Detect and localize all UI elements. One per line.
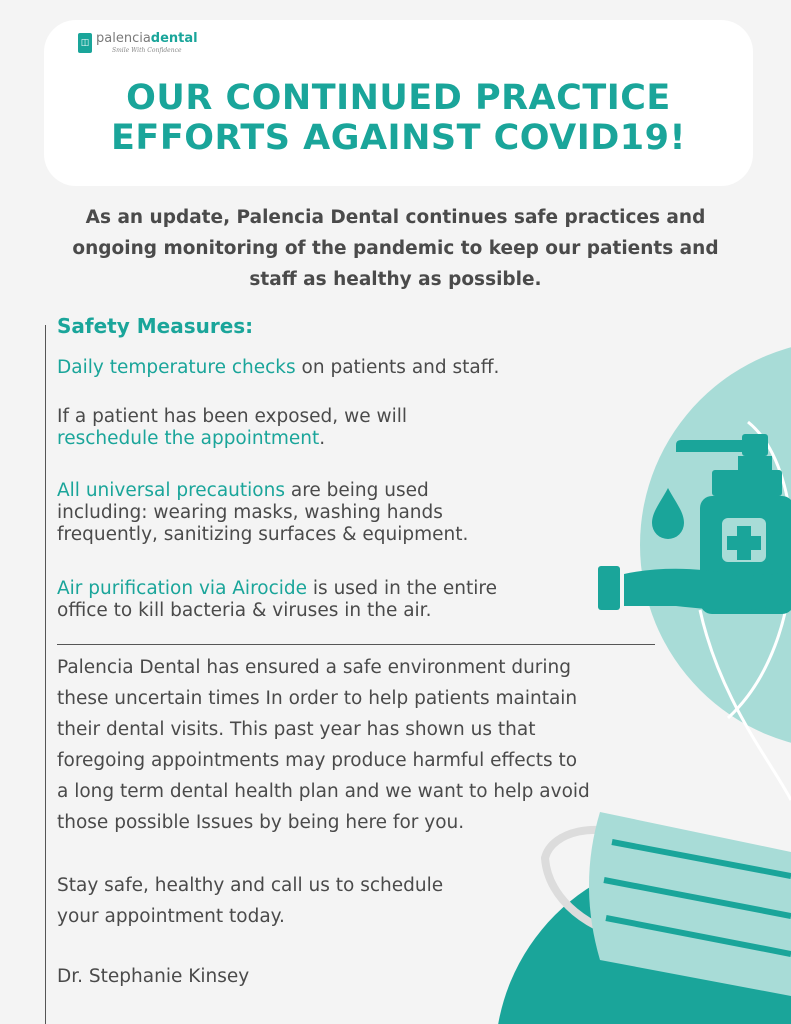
headline (44, 78, 753, 158)
vertical-divider (45, 325, 46, 1024)
body-line: foregoing appointments may produce harmful effects to (57, 750, 578, 771)
intro-text (30, 202, 761, 295)
measure-reschedule-line1: If a patient has been exposed, we will (57, 406, 408, 427)
measure-reschedule-line2 (57, 428, 407, 450)
measure-air-highlight: Air purification via Airocide (57, 578, 308, 599)
measure-reschedule-end: . (319, 428, 326, 449)
closing-paragraph (57, 870, 443, 932)
mask-background-circle (495, 855, 791, 1024)
intro-line2: ongoing monitoring of the pandemic to keep our patients and (72, 238, 719, 259)
logo-wordmark (96, 32, 198, 46)
headline-line2: EFFORTS AGAINST COVID19! (111, 118, 686, 158)
measure-air-rest: is used in the entire (307, 578, 498, 599)
droplet-icon (652, 488, 684, 539)
logo-name-part2: dental (150, 31, 198, 46)
body-line: their dental visits. This past year has shown us that (57, 719, 536, 740)
background-circle (640, 340, 791, 750)
signature (57, 966, 249, 988)
measure-precautions (57, 480, 468, 546)
measure-air-line2: office to kill bacteria & viruses in the air. (57, 600, 432, 621)
body-line: these uncertain times In order to help patients maintain (57, 688, 578, 709)
measure-precautions-line2: including: wearing masks, washing hands (57, 502, 443, 523)
body-paragraph (57, 652, 590, 838)
horizontal-divider (57, 644, 655, 645)
measure-temperature-rest: on patients and staff. (295, 357, 500, 378)
logo (78, 32, 198, 54)
measure-air-line1 (57, 578, 497, 600)
signature-text: Dr. Stephanie Kinsey (57, 966, 250, 987)
measure-reschedule (57, 406, 407, 450)
medical-cross-icon (727, 526, 761, 560)
logo-tagline: Smile With Confidence (112, 47, 182, 54)
arc-line-2 (700, 610, 791, 800)
face-mask-icon (545, 812, 791, 996)
measure-reschedule-highlight: reschedule the appointment (57, 428, 320, 449)
measure-precautions-highlight: All universal precautions (57, 480, 285, 501)
measure-air-purification (57, 578, 497, 622)
tooth-logo-icon: ◫ (78, 33, 92, 53)
headline-line1: OUR CONTINUED PRACTICE (126, 78, 671, 118)
body-line: a long term dental health plan and we want to help avoid (57, 781, 590, 802)
arc-line (728, 422, 791, 718)
measure-temperature (57, 357, 499, 379)
hand-icon (598, 566, 790, 610)
measure-precautions-rest: are being used (284, 480, 429, 501)
logo-name-part1: palencia (96, 31, 151, 46)
safety-measures-title: Safety Measures: (57, 314, 254, 338)
measure-temperature-line (57, 357, 499, 379)
closing-line1: Stay safe, healthy and call us to schedule (57, 875, 444, 896)
sanitizer-dispenser-icon (676, 434, 791, 614)
intro-line3: staff as healthy as possible. (249, 269, 542, 290)
measure-temperature-highlight: Daily temperature checks (57, 357, 296, 378)
header-card (44, 20, 753, 186)
body-line: those possible Issues by being here for you. (57, 812, 465, 833)
closing-line2: your appointment today. (57, 906, 285, 927)
intro-line1: As an update, Palencia Dental continues safe practices and (85, 207, 706, 228)
body-line: Palencia Dental has ensured a safe environment during (57, 657, 572, 678)
measure-precautions-line1 (57, 480, 468, 502)
measure-precautions-line3: frequently, sanitizing surfaces & equipment. (57, 524, 469, 545)
